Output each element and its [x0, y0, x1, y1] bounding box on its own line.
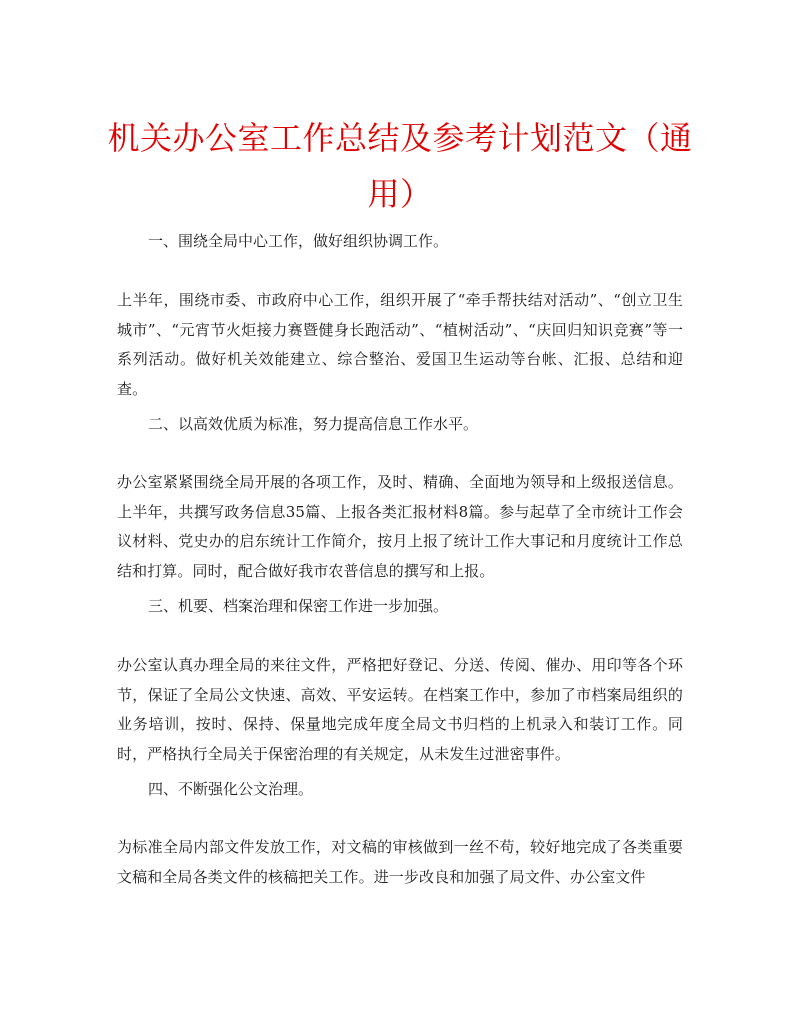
section-heading-2: 二、以高效优质为标准，努力提高信息工作水平。 [148, 415, 479, 433]
section-body-1: 上半年，围绕市委、市政府中心工作，组织开展了“牵手帮扶结对活动”、“创立卫生城市”、“元宵节火炬接力赛暨健身长跑活动”、“植树活动”、“庆回归知识竞赛”等一系列活动。做好机关效能建立、综合整治、爱国卫生运动等台帐、汇报、总结和迎查。 [117, 291, 683, 398]
section-body-3: 办公室认真办理全局的来往文件，严格把好登记、分送、传阅、催办、用印等各个环节，保证了全局公文快速、高效、平安运转。在档案工作中，参加了市档案局组织的业务培训，按时、保持、保量地完成年度全局文书归档的上机录入和装订工作。同时，严格执行全局关于保密治理的有关规定，从未发生过泄密事件。 [117, 656, 683, 763]
section-heading-4: 四、不断强化公文治理。 [148, 780, 314, 798]
section-body-2: 办公室紧紧围绕全局开展的各项工作，及时、精确、全面地为领导和上级报送信息。上半年，共撰写政务信息35篇、上报各类汇报材料8篇。参与起草了全市统计工作会议材料、党史办的启东统计工作简介，按月上报了统计工作大事记和月度统计工作总结和打算。同时，配合做好我市农普信息的撰写和上报。 [117, 473, 683, 580]
section-heading-3: 三、机要、档案治理和保密工作进一步加强。 [148, 597, 449, 615]
section-heading-1: 一、围绕全局中心工作，做好组织协调工作。 [148, 232, 449, 250]
document-title: 机关办公室工作总结及参考计划范文（通用） [107, 119, 693, 213]
section-body-4: 为标准全局内部文件发放工作，对文稿的审核做到一丝不苟，较好地完成了各类重要文稿和全局各类文件的核稿把关工作。进一步改良和加强了局文件、办公室文件 [117, 838, 683, 886]
